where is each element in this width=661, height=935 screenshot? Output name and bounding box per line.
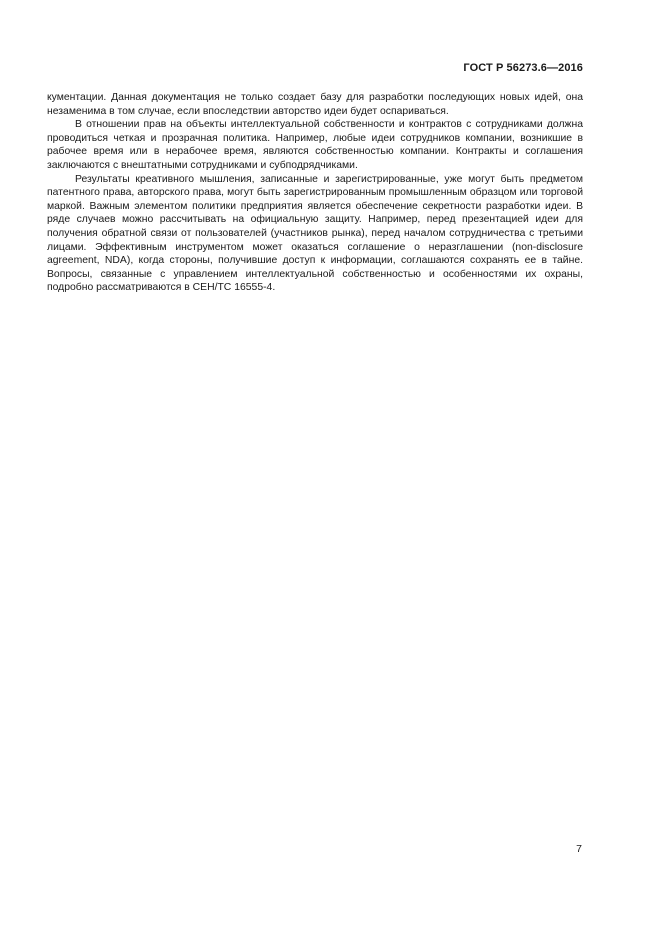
paragraph-creative-results: Результаты креативного мышления, записанные и зарегистрированные, уже могут быть предметом патентного права, авторского права, могут быть зарегистрированным промышленным образцом или торговой маркой. Важным элементом политики предприятия является обеспечение секретности разработки идеи. В ряде случаев можно рассчитывать на официальную защиту. Например, перед презентацией идеи для получения обратной связи от пользователей (участников рынка), перед началом сотрудничества с третьими лицами. Эффективным инструментом может оказаться соглашение о неразглашении (non-disclosure agreement, NDA), когда стороны, получившие доступ к информации, соглашаются сохранять ее в тайне. Вопросы, связанные с управлением интеллектуальной собственностью и особенностями их охраны, подробно рассматриваются в CEH/TC 16555-4. [47,173,583,294]
paragraph-continuation: кументации. Данная документация не только создает базу для разработки последующих новых идей, она незаменима в том случае, если впоследствии авторство идеи будет оспариваться. [47,92,583,117]
page-number: 7 [576,843,582,855]
standard-id-header: ГОСТ Р 56273.6—2016 [463,62,583,74]
body-text [47,91,583,295]
paragraph-ip-policy: В отношении прав на объекты интеллектуальной собственности и контрактов с сотрудниками должна проводиться четкая и прозрачная политика. Например, любые идеи сотрудников компании, возникшие в рабочее время или в нерабочее время, являются собственностью компании. Контракты и соглашения заключаются с внештатными сотрудниками и субподрядчиками. [47,119,583,171]
